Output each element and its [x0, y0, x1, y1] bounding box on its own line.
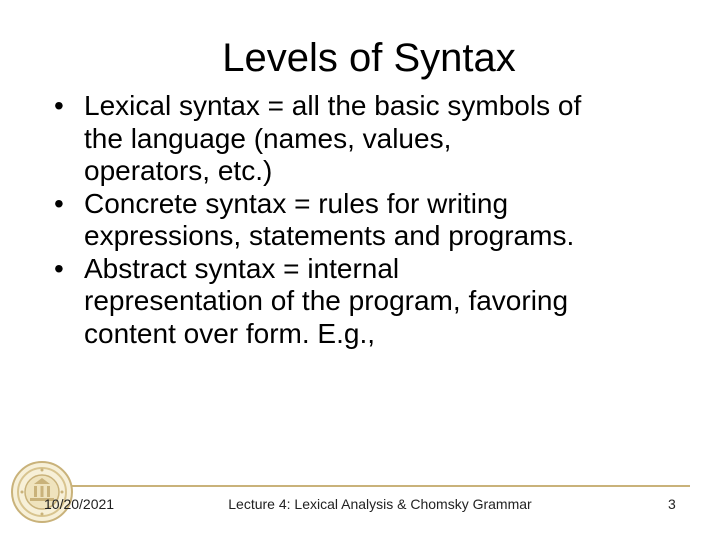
slide-title: Levels of Syntax: [222, 36, 516, 80]
bullet-text: Concrete syntax = rules for writing expressions, statements and programs.: [84, 187, 575, 251]
footer-date: 10/20/2021: [44, 496, 115, 512]
bullet-marker: •: [54, 187, 64, 219]
bullet-marker: •: [54, 252, 64, 284]
page-number: 3: [668, 496, 676, 512]
bullet-text: Lexical syntax = all the basic symbols of the language (names, values, operators, etc.): [84, 90, 582, 186]
footer-divider: [72, 485, 690, 487]
footer-title: Lecture 4: Lexical Analysis & Chomsky Grammar: [228, 496, 532, 512]
bullet-item: [54, 253, 694, 351]
university-seal-icon: [10, 460, 74, 524]
bullet-item: [54, 188, 694, 253]
bullet-list: [54, 90, 694, 350]
bullet-text: Abstract syntax = internal representation of the program, favoring content over form. E.g.,: [84, 252, 569, 349]
bullet-marker: •: [54, 90, 64, 121]
bullet-item: [54, 90, 694, 188]
